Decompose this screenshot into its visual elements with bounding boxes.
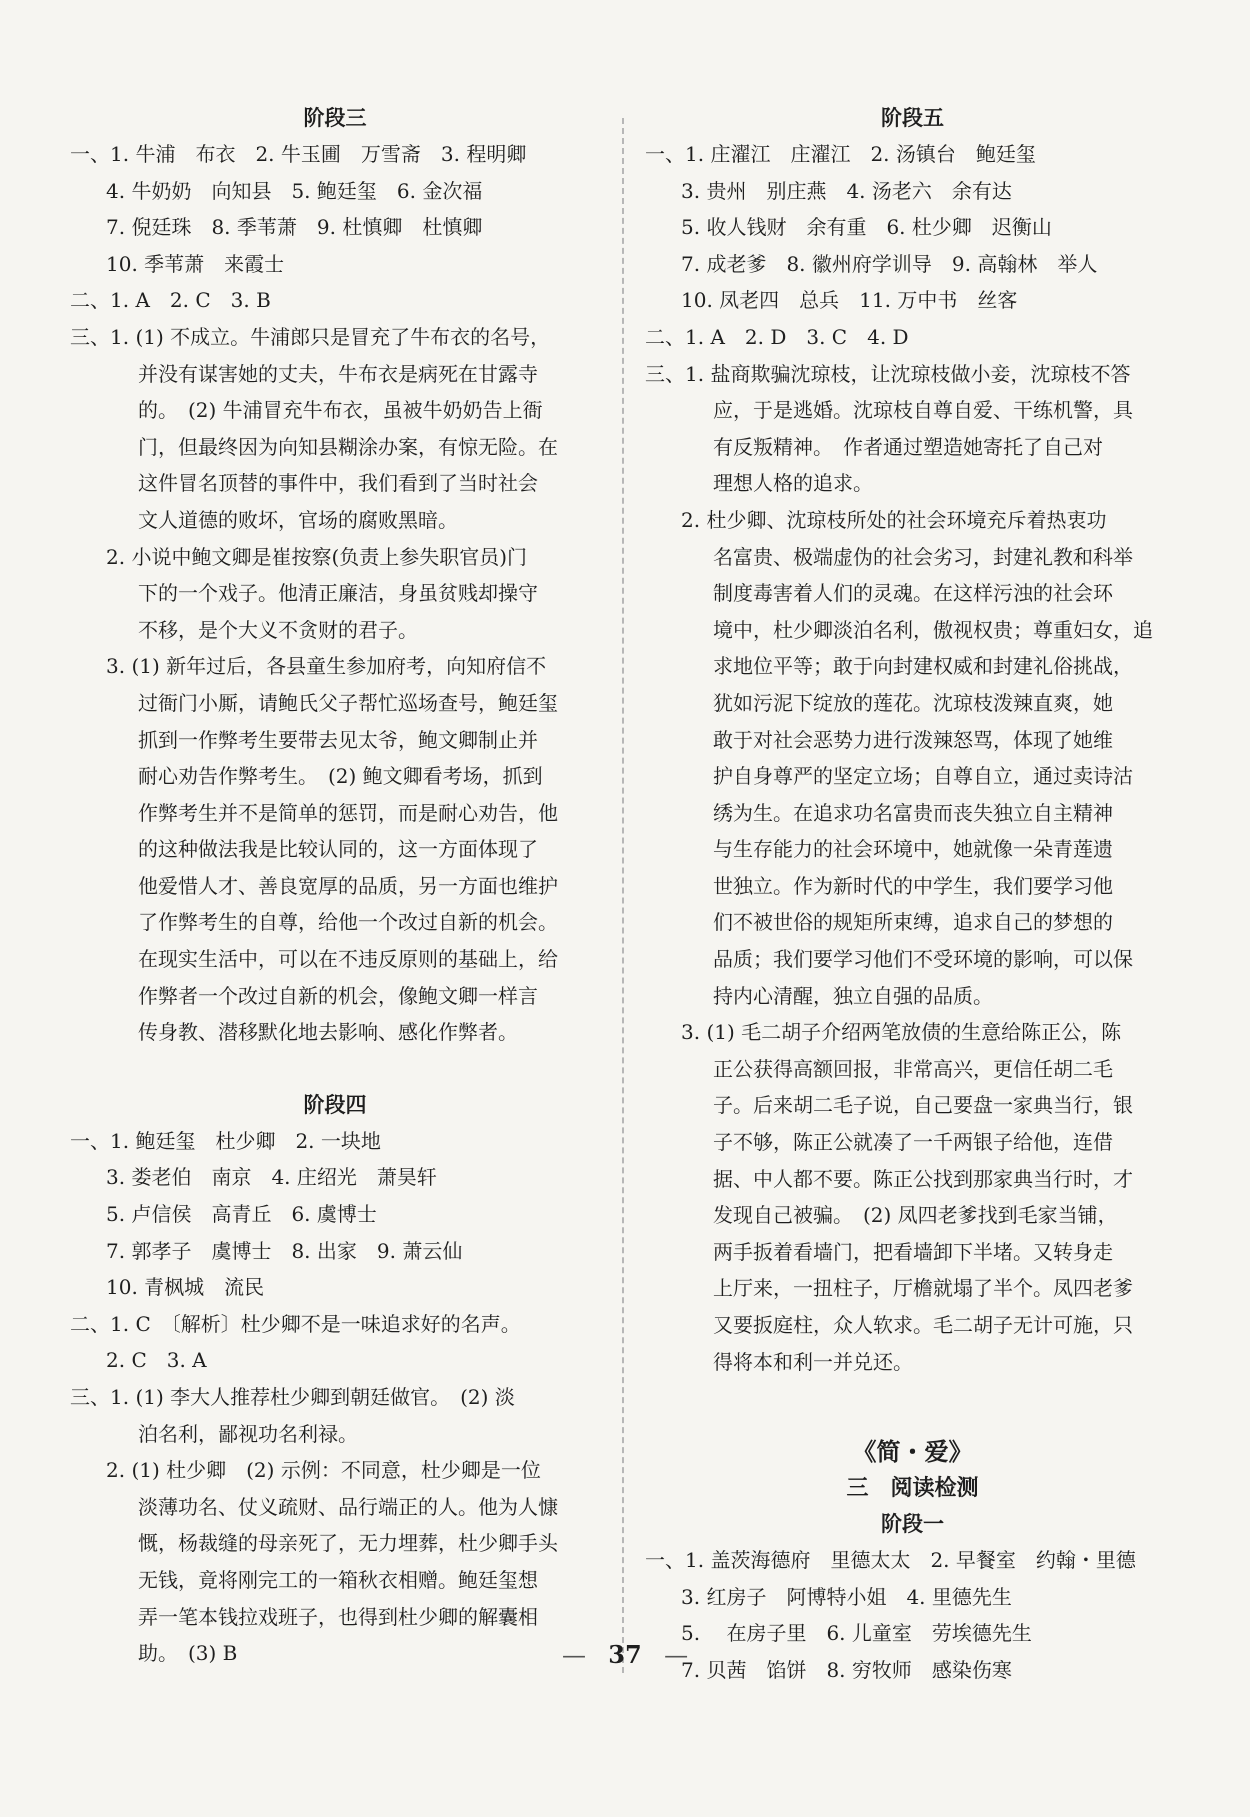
answer-line: 有反叛精神。 作者通过塑造她寄托了自己对 xyxy=(713,434,1103,459)
answer-line: 二、1. A 2. C 3. B xyxy=(70,288,271,313)
answer-line: 10. 凤老四 总兵 11. 万中书 丝客 xyxy=(681,288,1018,313)
page-footer xyxy=(0,1640,1250,1669)
answer-line: 2. (1) 杜少卿 (2) 示例：不同意，杜少卿是一位 xyxy=(106,1458,541,1483)
section-title: 三 阅读检测 xyxy=(846,1475,979,1502)
answer-line: 三、1. 盐商欺骗沈琼枝，让沈琼枝做小妾，沈琼枝不答 xyxy=(645,361,1131,386)
spacer xyxy=(645,1380,1180,1416)
answer-line: 二、1. A 2. D 3. C 4. D xyxy=(645,324,909,349)
column-divider xyxy=(622,118,624,1673)
answer-line: 7. 倪廷珠 8. 季苇萧 9. 杜慎卿 杜慎卿 xyxy=(106,215,483,240)
answer-line: 5. 收人钱财 余有重 6. 杜少卿 迟衡山 xyxy=(681,215,1052,240)
answer-line: 犹如污泥下绽放的莲花。沈琼枝泼辣直爽，她 xyxy=(713,690,1113,715)
answer-line: 他爱惜人才、善良宽厚的品质，另一方面也维护 xyxy=(138,873,558,898)
answer-line: 发现自己被骗。 (2) 凤四老爹找到毛家当铺， xyxy=(713,1203,1118,1228)
answer-line: 2. 小说中鲍文卿是崔按察(负责上参失职官员)门 xyxy=(106,544,528,569)
answer-line: 护自身尊严的坚定立场；自尊自立，通过卖诗沽 xyxy=(713,764,1133,789)
answer-line: 淡薄功名、仗义疏财、品行端正的人。他为人慷 xyxy=(138,1494,558,1519)
answer-line: 两手扳着看墙门，把看墙卸下半堵。又转身走 xyxy=(713,1239,1113,1264)
answer-line: 门，但最终因为向知县糊涂办案，有惊无险。在 xyxy=(138,434,558,459)
answer-line: 上厅来，一扭柱子，厅檐就塌了半个。凤四老爹 xyxy=(713,1276,1133,1301)
answer-line: 在现实生活中，可以在不违反原则的基础上，给 xyxy=(138,947,558,972)
answer-line: 无钱，竟将刚完工的一箱秋衣相赠。鲍廷玺想 xyxy=(138,1567,538,1592)
answer-line: 10. 青枫城 流民 xyxy=(106,1275,265,1300)
answer-line: 7. 贝茜 馅饼 8. 穷牧师 感染伤寒 xyxy=(681,1657,1012,1682)
answer-line: 3. (1) 新年过后，各县童生参加府考，向知府信不 xyxy=(106,654,547,679)
answer-line: 7. 郭孝子 虞博士 8. 出家 9. 萧云仙 xyxy=(106,1238,463,1263)
answer-line: 抓到一作弊考生要带去见太爷，鲍文卿制止并 xyxy=(138,727,538,752)
answer-line: 3. 娄老伯 南京 4. 庄绍光 萧昊轩 xyxy=(106,1165,437,1190)
stage-heading: 阶段五 xyxy=(881,105,944,130)
answer-line: 子。后来胡二毛子说，自己要盘一家典当行，银 xyxy=(713,1093,1133,1118)
answer-line: 慨，杨裁缝的母亲死了，无力埋葬，杜少卿手头 xyxy=(138,1531,558,1556)
answer-line: 们不被世俗的规矩所束缚，追求自己的梦想的 xyxy=(713,910,1113,935)
answer-line: 的这种做法我是比较认同的，这一方面体现了 xyxy=(138,837,538,862)
spacer xyxy=(70,1051,600,1087)
answer-line: 三、1. (1) 李大人推荐杜少卿到朝廷做官。 (2) 淡 xyxy=(70,1385,515,1409)
answer-line: 绣为生。在追求功名富贵而丧失独立自主精神 xyxy=(713,800,1113,825)
answer-line: 了作弊考生的自尊，给他一个改过自新的机会。 xyxy=(138,910,558,935)
answer-line: 境中，杜少卿淡泊名利，傲视权贵；尊重妇女，追 xyxy=(713,617,1153,642)
answer-line: 求地位平等；敢于向封建权威和封建礼俗挑战， xyxy=(713,654,1133,679)
answer-line: 7. 成老爹 8. 徽州府学训导 9. 高翰林 举人 xyxy=(681,251,1098,276)
answer-line: 三、1. (1) 不成立。牛浦郎只是冒充了牛布衣的名号， xyxy=(70,324,551,349)
answer-line: 得将本和利一并兑还。 xyxy=(713,1349,913,1374)
answer-line: 二、1. C 〔解析〕杜少卿不是一味追求好的名声。 xyxy=(70,1311,521,1336)
book-title: 《简・爱》 xyxy=(852,1437,973,1467)
answer-line: 世独立。作为新时代的中学生，我们要学习他 xyxy=(713,873,1113,898)
answer-line: 名富贵、极端虚伪的社会劣习，封建礼教和科举 xyxy=(713,544,1133,569)
answer-line: 制度毒害着人们的灵魂。在这样污浊的社会环 xyxy=(713,581,1113,606)
answer-line: 弄一笔本钱拉戏班子，也得到杜少卿的解囊相 xyxy=(138,1604,538,1629)
answer-line: 4. 牛奶奶 向知县 5. 鲍廷玺 6. 金次福 xyxy=(106,178,483,203)
answer-line: 3. 贵州 别庄燕 4. 汤老六 余有达 xyxy=(681,178,1012,203)
footer-dash-left: — xyxy=(561,1641,586,1669)
stage-heading: 阶段三 xyxy=(303,105,367,130)
answer-line: 一、1. 牛浦 布衣 2. 牛玉圃 万雪斋 3. 程明卿 xyxy=(70,142,527,166)
answer-line: 3. (1) 毛二胡子介绍两笔放债的生意给陈正公，陈 xyxy=(681,1020,1122,1045)
answer-line: 作弊者一个改过自新的机会，像鲍文卿一样言 xyxy=(138,983,538,1008)
answer-line: 作弊考生并不是简单的惩罚，而是耐心劝告，他 xyxy=(138,800,558,825)
answer-line: 助。 (3) B xyxy=(138,1641,238,1666)
answer-line: 泊名利，鄙视功名利禄。 xyxy=(138,1421,358,1446)
answer-line: 5. 在房子里 6. 儿童室 劳埃德先生 xyxy=(681,1621,1032,1646)
spacer xyxy=(645,1416,1180,1434)
answer-line: 一、1. 鲍廷玺 杜少卿 2. 一块地 xyxy=(70,1128,381,1153)
answer-line: 据、中人都不要。陈正公找到那家典当行时，才 xyxy=(713,1166,1133,1191)
answer-line: 传身教、潜移默化地去影响、感化作弊者。 xyxy=(138,1020,518,1045)
answer-line: 过衙门小厮，请鲍氏父子帮忙巡场查号，鲍廷玺 xyxy=(138,690,558,715)
stage-heading: 阶段四 xyxy=(303,1091,367,1117)
answer-line: 文人道德的败坏，官场的腐败黑暗。 xyxy=(138,507,458,532)
page-number: 37 xyxy=(608,1640,642,1669)
footer-dash-right: — xyxy=(664,1641,689,1669)
answer-line: 持内心清醒，独立自强的品质。 xyxy=(713,983,993,1008)
answer-line: 应，于是逃婚。沈琼枝自尊自爱、干练机警，具 xyxy=(713,398,1133,423)
answer-line: 敢于对社会恶势力进行泼辣怒骂，体现了她维 xyxy=(713,727,1113,752)
stage-heading: 阶段一 xyxy=(881,1511,944,1537)
answer-line: 正公获得高额回报，非常高兴，更信任胡二毛 xyxy=(713,1056,1113,1081)
answer-line: 这件冒名顶替的事件中，我们看到了当时社会 xyxy=(138,471,538,496)
left-column xyxy=(70,100,600,1672)
answer-line: 并没有谋害她的丈夫，牛布衣是病死在甘露寺 xyxy=(138,361,538,386)
answer-line: 与生存能力的社会环境中，她就像一朵青莲遗 xyxy=(713,837,1113,862)
answer-line: 2. C 3. A xyxy=(106,1348,207,1373)
answer-line: 理想人格的追求。 xyxy=(713,471,873,496)
answer-line: 一、1. 盖茨海德府 里德太太 2. 早餐室 约翰・里德 xyxy=(645,1548,1136,1573)
answer-line: 子不够，陈正公就凑了一千两银子给他，连借 xyxy=(713,1130,1113,1155)
answer-line: 一、1. 庄濯江 庄濯江 2. 汤镇台 鲍廷玺 xyxy=(645,142,1036,166)
answer-line: 下的一个戏子。他清正廉洁，身虽贫贱却操守 xyxy=(138,581,538,606)
answer-line: 的。 (2) 牛浦冒充牛布衣，虽被牛奶奶告上衙 xyxy=(138,398,543,423)
answer-line: 3. 红房子 阿博特小姐 4. 里德先生 xyxy=(681,1584,1012,1609)
answer-line: 10. 季苇萧 来霞士 xyxy=(106,251,285,276)
right-column xyxy=(645,100,1180,1689)
answer-line: 2. 杜少卿、沈琼枝所处的社会环境充斥着热衷功 xyxy=(681,507,1107,532)
answer-line: 不移，是个大义不贪财的君子。 xyxy=(138,617,418,642)
answer-line: 耐心劝告作弊考生。 (2) 鲍文卿看考场，抓到 xyxy=(138,764,543,789)
answer-line: 又要扳庭柱，众人软求。毛二胡子无计可施，只 xyxy=(713,1313,1133,1337)
answer-line: 品质；我们要学习他们不受环境的影响，可以保 xyxy=(713,947,1133,972)
answer-line: 5. 卢信侯 高青丘 6. 虞博士 xyxy=(106,1202,377,1227)
